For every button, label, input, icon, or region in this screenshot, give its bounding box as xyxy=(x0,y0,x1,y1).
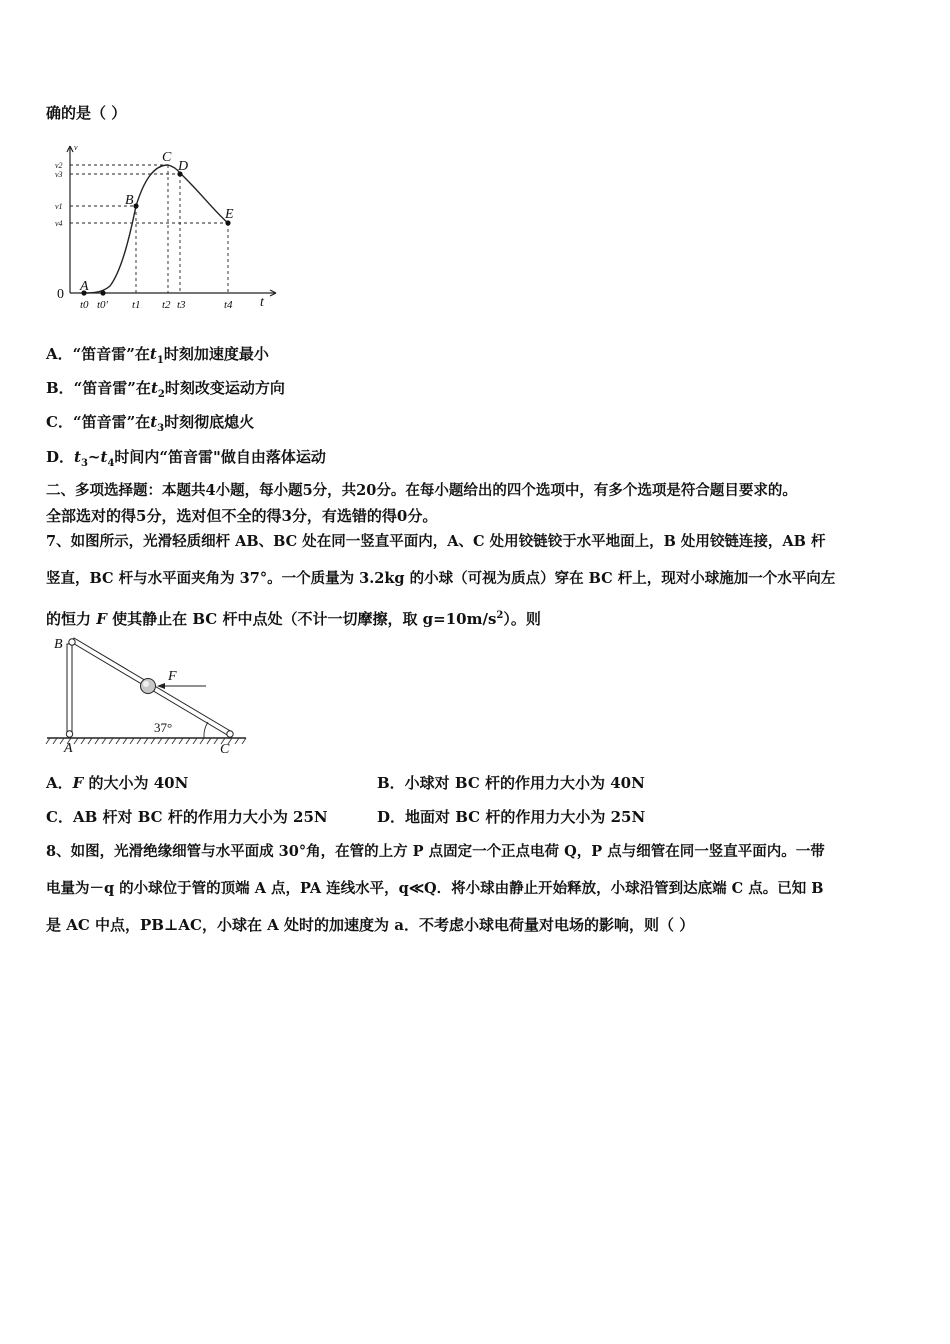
point-b-label: B xyxy=(125,193,134,208)
point-e-label: E xyxy=(225,207,234,222)
point-d-label: D xyxy=(178,159,189,174)
svg-text:t4: t4 xyxy=(224,299,233,311)
hinge-a xyxy=(66,731,72,737)
point-a-label: A xyxy=(80,279,89,294)
point-b-dot xyxy=(133,203,138,208)
svg-text:v4: v4 xyxy=(55,219,63,228)
angle-label: 37° xyxy=(154,720,173,735)
angle-arc xyxy=(204,722,208,738)
ground-hatching xyxy=(46,738,246,744)
q8-stem-line3: 是 AC 中点，PB⊥AC，小球在 A 处时的加速度为 a．不考虑小球电荷量对电场的影响，则（ ） xyxy=(46,916,695,934)
q6-option-b: B．“笛音雷”在$t_2$时刻改变运动方向 xyxy=(46,379,285,400)
label-a: A xyxy=(64,741,73,756)
svg-text:v3: v3 xyxy=(55,170,63,179)
q6-option-d: D．$t_3\sim t_4$时间内“笛音雷"做自由落体运动 xyxy=(46,448,326,469)
q8-stem-line2: 电量为－q 的小球位于管的顶端 A 点，PA 连线水平，q≪Q．将小球由静止开始释放，小球沿管到达底端 C 点。已知 B xyxy=(46,880,824,897)
rod-ab xyxy=(67,644,72,736)
section2-line2: 全部选对的得5分，选对但不全的得3分，有选错的得0分。 xyxy=(46,507,438,525)
q7-option-b: B．小球对 BC 杆的作用力大小为 40N xyxy=(377,774,645,792)
svg-text:t0: t0 xyxy=(80,299,89,311)
q7-stem-line1: 7、如图所示，光滑轻质细杆 AB、BC 处在同一竖直平面内，A、C 处用铰链铰于水平地面上，B 处用铰链连接，AB 杆 xyxy=(46,533,826,550)
hinge-b xyxy=(69,639,75,645)
label-b: B xyxy=(54,637,63,652)
q7-stem-line3: 的恒力 F 使其静止在 BC 杆中点处（不计一切摩擦，取 $g=10m/s^2$）。则 xyxy=(46,610,541,628)
q6-option-a: A．“笛音雷”在$t_1$时刻加速度最小 xyxy=(46,345,269,366)
vt-graph xyxy=(50,140,285,315)
svg-text:t2: t2 xyxy=(162,299,171,311)
q6-option-c: C．“笛音雷”在$t_3$时刻彻底熄火 xyxy=(46,413,255,434)
q7-option-c: C．AB 杆对 BC 杆的作用力大小为 25N xyxy=(46,808,328,826)
q7-option-a: A．F 的大小为 40N xyxy=(46,774,189,792)
q7-option-d: D．地面对 BC 杆的作用力大小为 25N xyxy=(377,808,646,826)
vt-curve xyxy=(84,165,228,293)
svg-text:t1: t1 xyxy=(132,299,141,311)
axis-v-label: v xyxy=(74,143,78,152)
rod-figure xyxy=(44,634,254,756)
q8-stem-line1: 8、如图，光滑绝缘细管与水平面成 30°角，在管的上方 P 点固定一个正点电荷 Q，P 点与细管在同一竖直平面内。一带 xyxy=(46,843,825,860)
svg-text:v1: v1 xyxy=(55,202,63,211)
label-c: C xyxy=(220,742,230,756)
origin-label: 0 xyxy=(57,287,64,302)
q7-stem-line2: 竖直，BC 杆与水平面夹角为 37°。一个质量为 3.2kg 的小球（可视为质点）穿在 BC 杆上，现对小球施加一个水平向左 xyxy=(46,570,836,587)
axis-t-label: t xyxy=(260,295,264,310)
section2-line1: 二、多项选择题：本题共4小题，每小题5分，共20分。在每小题给出的四个选项中，有多个选项是符合题目要求的。 xyxy=(46,482,797,499)
label-f: F xyxy=(168,669,177,684)
svg-text:t0': t0' xyxy=(97,299,108,311)
svg-text:t3: t3 xyxy=(177,299,186,311)
hinge-c xyxy=(227,731,233,737)
q6-stem-tail: 确的是（ ） xyxy=(46,104,127,122)
point-c-label: C xyxy=(162,150,172,165)
svg-text:v2: v2 xyxy=(55,161,63,170)
